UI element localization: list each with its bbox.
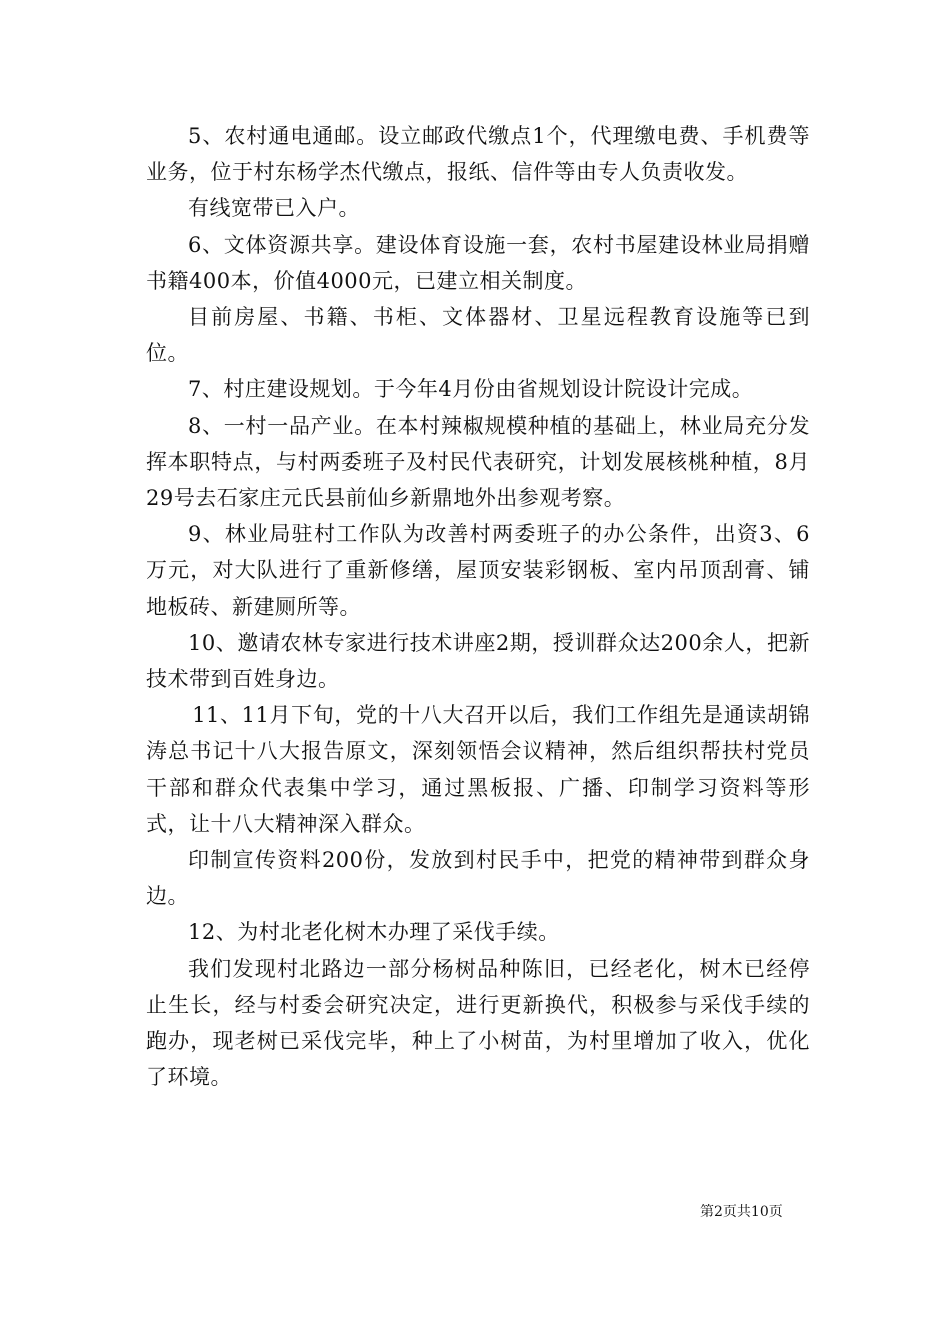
paragraph-tree-felling-permit: 12、为村北老化树木办理了采伐手续。 <box>188 920 560 945</box>
paragraph-party-congress-study: 11、11月下旬，党的十八大召开以后，我们工作组先是通读胡锦涛总书记十八大报告原文，深刻领悟会议精神，然后组织帮扶村党员干部和群众代表集中学习，通过黑板报、广播、印制学习资料等形式，让十八大精神深入群众。 <box>146 703 810 836</box>
paragraph-village-planning: 7、村庄建设规划。于今年4月份由省规划设计院设计完成。 <box>188 377 754 402</box>
paragraph-publicity-materials: 印制宣传资料200份，发放到村民手中，把党的精神带到群众身边。 <box>146 848 810 909</box>
paragraph-office-renovation: 9、林业局驻村工作队为改善村两委班子的办公条件，出资3、6万元，对大队进行了重新修缮，屋顶安装彩钢板、室内吊顶刮膏、铺地板砖、新建厕所等。 <box>146 522 810 619</box>
paragraph-one-village-one-product: 8、一村一品产业。在本村辣椒规模种植的基础上，林业局充分发挥本职特点，与村两委班子及村民代表研究，计划发展核桃种植，8月29号去石家庄元氏县前仙乡新鼎地外出参观考察。 <box>146 413 810 511</box>
page-number-footer: 第2页共10页 <box>700 1204 783 1220</box>
paragraph-expert-lectures: 10、邀请农林专家进行技术讲座2期，授训群众达200余人，把新技术带到百姓身边。 <box>146 630 810 692</box>
paragraph-broadband: 有线宽带已入户。 <box>188 196 360 221</box>
paragraph-tree-renewal: 我们发现村北路边一部分杨树品种陈旧，已经老化，树木已经停止生长，经与村委会研究决定，进行更新换代，积极参与采伐手续的跑办，现老树已采伐完毕，种上了小树苗，为村里增加了收入，优化了环境。 <box>146 956 810 1090</box>
paragraph-facilities-ready: 目前房屋、书籍、书柜、文体器材、卫星远程教育设施等已到位。 <box>146 305 810 366</box>
paragraph-culture-sports: 6、文体资源共享。建设体育设施一套，农村书屋建设林业局捐赠书籍400本，价值4000元，已建立相关制度。 <box>146 232 810 293</box>
document-body <box>146 118 810 1095</box>
paragraph-rural-power-post: 5、农村通电通邮。设立邮政代缴点1个，代理缴电费、手机费等业务，位于村东杨学杰代缴点，报纸、信件等由专人负责收发。 <box>146 124 810 185</box>
